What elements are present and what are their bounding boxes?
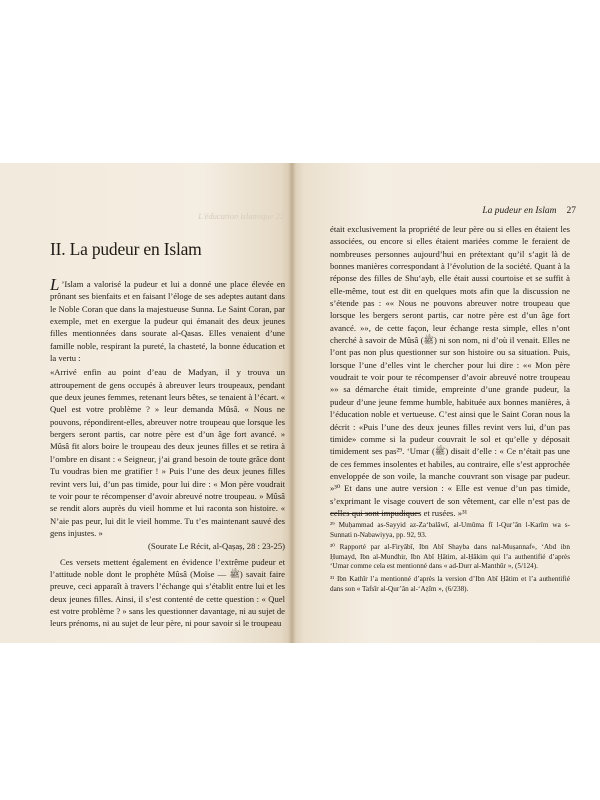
- show-through-header: L'éducation islamique 22: [198, 211, 284, 221]
- running-title: La pudeur en Islam: [482, 206, 557, 216]
- left-page: [0, 163, 292, 643]
- right-page: [292, 163, 600, 643]
- footnote-rule: [330, 513, 420, 514]
- footnote-30: ³⁰ Rapporté par al-Firyâbî, Ibn Abî Shayba dans nal-Muṣannaf», ‘Abd ibn Ḥumayd, Ibn al-Mundhir, Ibn Abî Ḥâtim, al-Ḥâkim qui l’a authentifié d’après ‘Umar comme cela est mentionné dans « ad-Durr al-Manthûr », (5/124).: [330, 543, 570, 571]
- page-number: 27: [566, 206, 576, 216]
- chapter-title: II. La pudeur en Islam: [50, 239, 202, 259]
- book-spine: [288, 163, 296, 643]
- intro-paragraph: [50, 275, 285, 364]
- open-book: [0, 163, 600, 643]
- footnote-31: ³¹ Ibn Kathîr l’a mentionné d’après la version d’Ibn Abî Ḥâtim et l’a authentifié dans son « Tafsîr al-Qur’ân al-‘Aẓîm », (6/238).: [330, 574, 570, 593]
- footnotes: [330, 521, 570, 597]
- body-paragraph: était exclusivement la propriété de leur père ou si elles en étaient les associées, ou encore si elles étaient mariées comme le feraient de nombreuses personnes aujourd’hui en prétextant qu’il s’agit là de bonnes manières correspondant à l’évolution de la société. Quant à la réponse des filles de Shu‘ayb, elle était aussi courtoise et se suffit à elle-même, tout est dit en quelques mots afin que la discussion ne s’étende pas : «« Nous ne pouvons abreuver notre troupeau que lorsque les bergers seront partis, car notre père est d’un âge fort avancé. »», de cette façon, leur échange resta simple, elles n’ont cherché à savoir de Mûsâ (ﷺ) ni son nom, ni d’où il venait. Elles ne l’ont pas non plus questionner sur son histoire ou sa situation. Puis, lorsque l’une d’elles vint le chercher pour lui dire : «« Mon père voudrait te voir pour te récompenser d’avoir abreuvé notre troupeau »» sa démarche était timide, empreinte d’une grande pudeur, la pudeur d’une jeune femme humble, habituée aux bonnes manières, à l’éducation noble et vertueuse. C’est ainsi que le Saint Coran nous la décrit : «Puis l’une des deux jeunes filles revint vers lui, d’un pas timide» comme si la pudeur couvrait le sol et qu’elle y déposait timidement ses pas²⁹. ‘Umar (ﷺ) disait d’elle : « Ce n’était pas une de ces femmes insolentes et habiles, au contraire, elle s’est approchée enveloppée de son voile, la manche couvrant son visage par pudeur. »³⁰ Et dans une autre version : « Elle est venue d’un pas timide, s’exprimant le visage couvert de son vêtement, car elle n’est pas de celles qui sont impudiques et rusées. »³¹: [330, 224, 570, 518]
- running-header: [446, 206, 576, 216]
- drop-cap: L: [50, 275, 60, 294]
- quran-quote: «Arrivé enfin au point d’eau de Madyan, il y trouva un attroupement de gens occupés à abreuver leurs troupeaux, pendant que deux jeunes femmes, retenant leurs bêtes, se tenaient à l’écart. « Quel est votre problème ? » leur demanda Mûsâ. « Nous ne pouvons, répondirent-elles, abreuver notre troupeau que lorsque les bergers seront partis, car notre père est d’un âge fort avancé. » Mûsâ fit alors boire le troupeau des deux jeunes filles et se retira à l’ombre en disant : « Seigneur, j’ai grand besoin de toute grâce dont Tu voudras bien me gratifier ! » Puis l’une des deux jeunes filles revint vers lui, d’un pas timide, pour lui dire : « Mon père voudrait te voir pour te récompenser d’avoir abreuvé notre troupeau. » Mûsâ se rendit alors auprès du vieil homme et lui raconta son histoire. « N’aie pas peur, lui dit le vieil homme. Tu t’es maintenant sauvé des gens injustes. »: [50, 367, 285, 538]
- left-body-text: [50, 275, 285, 630]
- intro-text: ’Islam a valorisé la pudeur et lui a donné une place élevée en prônant ses bienfaits et en faisant l’éloge de ses adeptes autant dans le Noble Coran que dans la majestueuse Sunna. Le Saint Coran, par exemple, met en exergue la pudeur qui émanait des deux jeunes filles mentionnées dans sourate al-Qasas. Elles venaient d’une famille noble, respirant la pureté, la chasteté, la bonne éducation et la vertu :: [50, 279, 285, 364]
- right-body-text: [330, 223, 570, 519]
- quote-source: (Sourate Le Récit, al-Qaṣaṣ, 28 : 23-25): [148, 541, 285, 552]
- footnote-29: ²⁹ Muḥammad as-Sayyid az-Za‘balâwî, al-Umûma fî l-Qur’ân l-Karîm wa s-Sunnati n-Nabawiyya, pp. 92, 93.: [330, 521, 570, 539]
- body-paragraph: Ces versets mettent également en évidence l’extrême pudeur et l’attitude noble dont le prophète Mûsâ (Moïse — ﷺ) savait faire preuve, ceci apparaît à travers l’échange qui s’établit entre lui et les deux jeunes filles. Ainsi, il s’est contenté de cette question : « Quel est votre problème ? » sans les questionner davantage, ni au sujet de leurs prénoms, ni au sujet de leur père, ni pour savoir si le troupeau: [50, 556, 285, 629]
